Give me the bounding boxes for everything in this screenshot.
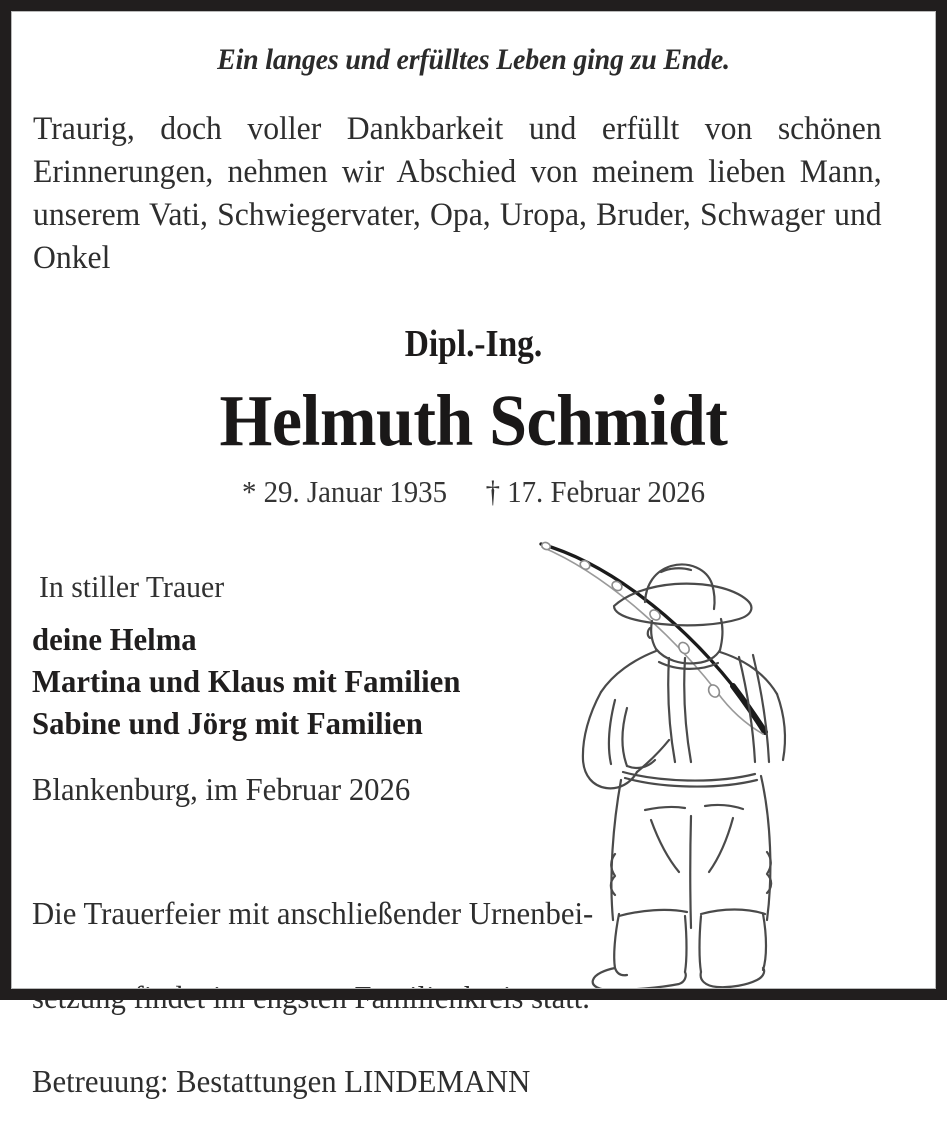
place-and-date: Blankenburg, im Februar 2026 [32,771,411,807]
mourners-list [32,618,460,744]
list-item: deine Helma [32,621,197,657]
fisherman-figure-icon [583,565,785,990]
intro-paragraph: Traurig, doch voller Dankbarkeit und erfüllt von schönen Erinnerungen, nehmen wir Abschied von meinem lieben Mann, unserem Vati, Schwiegervater, Opa, Uropa, Bruder, Schwager und Onkel [33,111,882,276]
closing-line: Betreuung: Bestattungen LINDEMANN [32,1063,531,1099]
closing-line: Die Trauerfeier mit anschließender Urnenbei- [32,895,594,931]
notice-content [12,12,935,1099]
birth-symbol: * [242,474,257,509]
birth-date: 29. Januar 1935 [263,474,447,509]
list-item: Martina und Klaus mit Familien [32,663,461,699]
death-symbol: † [485,474,501,509]
fisherman-illustration [509,524,929,974]
mourning-heading: In stiller Trauer [39,569,225,604]
academic-title: Dipl.-Ing. [404,323,543,365]
death-date: 17. Februar 2026 [507,474,705,509]
list-item: Sabine und Jörg mit Familien [32,705,423,741]
deceased-name: Helmuth Schmidt [219,380,728,461]
life-dates [44,474,902,510]
closing-line: setzung findet im engsten Familienkreis statt. [32,979,590,1015]
motto-line: Ein langes und erfülltes Leben ging zu Ende. [217,43,730,76]
